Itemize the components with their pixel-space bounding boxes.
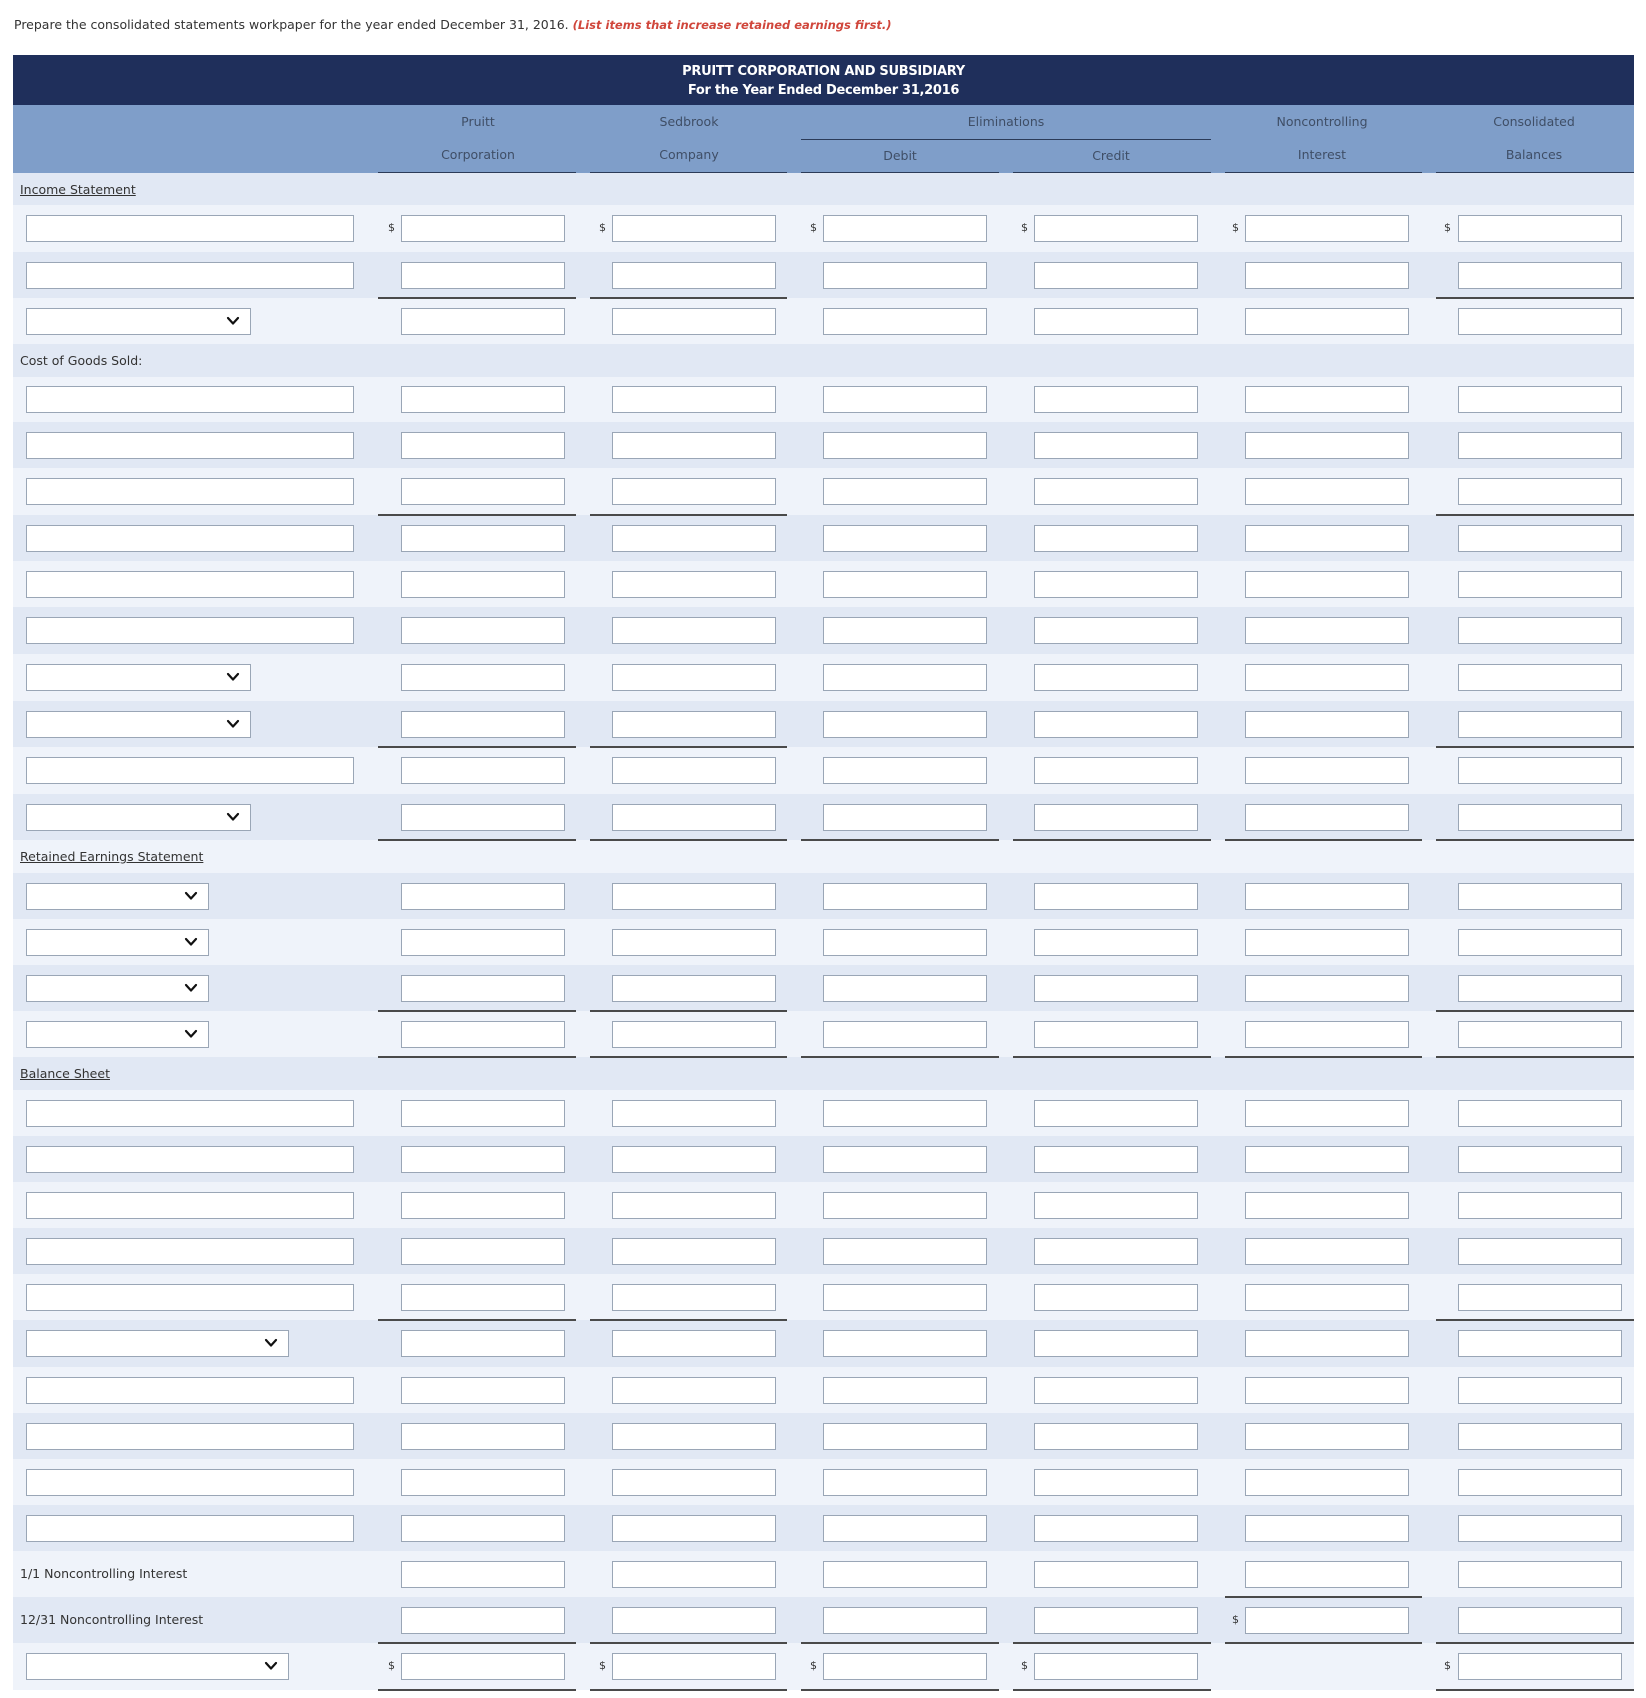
pruitt-amount-input[interactable]	[401, 1100, 565, 1127]
sedbrook-amount-input[interactable]	[612, 1561, 776, 1588]
pruitt-amount-input[interactable]	[401, 711, 565, 738]
instructions	[14, 17, 892, 32]
total-underline	[378, 297, 576, 299]
currency-symbol: $	[388, 221, 395, 234]
total-underline	[590, 1319, 787, 1321]
debit-amount-input[interactable]	[823, 1469, 987, 1496]
sedbrook-amount-input[interactable]	[612, 1607, 776, 1634]
pruitt-amount-input[interactable]	[401, 883, 565, 910]
nci-amount-input[interactable]	[1245, 478, 1409, 505]
nci-amount-input[interactable]	[1245, 1607, 1409, 1634]
total-underline	[378, 1056, 576, 1058]
pruitt-amount-input[interactable]	[401, 1330, 565, 1357]
total-underline	[1436, 297, 1634, 299]
credit-amount-input[interactable]	[1034, 1284, 1198, 1311]
chevron-down-icon	[183, 980, 199, 996]
currency-symbol: $	[810, 221, 817, 234]
currency-symbol: $	[388, 1659, 395, 1672]
col-sedbrook-line2: Company	[659, 147, 719, 162]
credit-amount-input[interactable]	[1034, 1021, 1198, 1048]
debit-amount-input[interactable]	[823, 571, 987, 598]
pruitt-amount-input[interactable]	[401, 1469, 565, 1496]
total-underline	[801, 839, 999, 841]
total-underline	[1436, 1056, 1634, 1058]
total-underline	[378, 1010, 576, 1012]
total-underline	[1436, 1010, 1634, 1012]
consolidated-amount-input[interactable]	[1458, 1469, 1622, 1496]
debit-amount-input[interactable]	[823, 617, 987, 644]
consolidated-amount-input[interactable]	[1458, 1100, 1622, 1127]
account-name-input[interactable]	[26, 215, 354, 242]
consolidated-amount-input[interactable]	[1458, 1607, 1622, 1634]
consolidated-amount-input[interactable]	[1458, 308, 1622, 335]
consolidated-amount-input[interactable]	[1458, 262, 1622, 289]
nci-amount-input[interactable]	[1245, 929, 1409, 956]
debit-amount-input[interactable]	[823, 1377, 987, 1404]
account-name-input[interactable]	[26, 1238, 354, 1265]
consolidated-amount-input[interactable]	[1458, 1653, 1622, 1680]
debit-amount-input[interactable]	[823, 525, 987, 552]
pruitt-amount-input[interactable]	[401, 1192, 565, 1219]
consolidated-amount-input[interactable]	[1458, 1423, 1622, 1450]
currency-symbol: $	[599, 1659, 606, 1672]
chevron-down-icon	[225, 669, 241, 685]
credit-amount-input[interactable]	[1034, 215, 1198, 242]
sedbrook-amount-input[interactable]	[612, 1284, 776, 1311]
total-underline	[1436, 839, 1634, 841]
account-name-input[interactable]	[26, 571, 354, 598]
account-name-input[interactable]	[26, 262, 354, 289]
nci-amount-input[interactable]	[1245, 525, 1409, 552]
account-name-input[interactable]	[26, 1146, 354, 1173]
total-underline	[378, 1642, 576, 1644]
consolidated-amount-input[interactable]	[1458, 617, 1622, 644]
pruitt-amount-input[interactable]	[401, 1377, 565, 1404]
account-name-input[interactable]	[26, 432, 354, 459]
consolidated-amount-input[interactable]	[1458, 1377, 1622, 1404]
account-name-input[interactable]	[26, 478, 354, 505]
debit-amount-input[interactable]	[823, 711, 987, 738]
nci-amount-input[interactable]	[1245, 1330, 1409, 1357]
debit-amount-input[interactable]	[823, 1561, 987, 1588]
nci-amount-input[interactable]	[1245, 617, 1409, 644]
sedbrook-amount-input[interactable]	[612, 1515, 776, 1542]
sedbrook-amount-input[interactable]	[612, 1192, 776, 1219]
total-underline	[1225, 839, 1422, 841]
total-underline	[1013, 1056, 1211, 1058]
consolidated-amount-input[interactable]	[1458, 1146, 1622, 1173]
pruitt-amount-input[interactable]	[401, 1238, 565, 1265]
sedbrook-amount-input[interactable]	[612, 929, 776, 956]
currency-symbol: $	[1232, 221, 1239, 234]
debit-amount-input[interactable]	[823, 1423, 987, 1450]
col-sedbrook-line1: Sedbrook	[659, 114, 719, 129]
period-subtitle: For the Year Ended December 31,2016	[687, 83, 960, 98]
sedbrook-amount-input[interactable]	[612, 571, 776, 598]
sedbrook-amount-input[interactable]	[612, 1653, 776, 1680]
consolidated-amount-input[interactable]	[1458, 215, 1622, 242]
consolidated-amount-input[interactable]	[1458, 804, 1622, 831]
total-underline	[1436, 1319, 1634, 1321]
credit-amount-input[interactable]	[1034, 1469, 1198, 1496]
pruitt-amount-input[interactable]	[401, 1284, 565, 1311]
consolidated-amount-input[interactable]	[1458, 1284, 1622, 1311]
nci-amount-input[interactable]	[1245, 571, 1409, 598]
nci-amount-input[interactable]	[1245, 757, 1409, 784]
total-underline	[1436, 1689, 1634, 1691]
total-underline	[590, 839, 787, 841]
chevron-down-icon	[225, 313, 241, 329]
consolidated-amount-input[interactable]	[1458, 664, 1622, 691]
pruitt-amount-input[interactable]	[401, 1607, 565, 1634]
debit-amount-input[interactable]	[823, 262, 987, 289]
col-nci-line2: Interest	[1297, 147, 1347, 162]
consolidated-amount-input[interactable]	[1458, 1238, 1622, 1265]
col-nci-line1: Noncontrolling	[1276, 114, 1368, 129]
total-underline	[1436, 514, 1634, 516]
account-select[interactable]	[26, 883, 209, 910]
col-pruitt-line1: Pruitt	[461, 114, 495, 129]
credit-amount-input[interactable]	[1034, 1330, 1198, 1357]
account-select[interactable]	[26, 804, 251, 831]
pruitt-amount-input[interactable]	[401, 617, 565, 644]
sedbrook-amount-input[interactable]	[612, 883, 776, 910]
sedbrook-amount-input[interactable]	[612, 1146, 776, 1173]
debit-amount-input[interactable]	[823, 1330, 987, 1357]
nci-amount-input[interactable]	[1245, 308, 1409, 335]
account-name-input[interactable]	[26, 386, 354, 413]
nci-amount-input[interactable]	[1245, 804, 1409, 831]
sedbrook-amount-input[interactable]	[612, 975, 776, 1002]
nci-amount-input[interactable]	[1245, 1377, 1409, 1404]
pruitt-amount-input[interactable]	[401, 308, 565, 335]
nci-ending-label: 12/31 Noncontrolling Interest	[20, 1612, 204, 1627]
col-pruitt-line2: Corporation	[441, 147, 515, 162]
consolidated-amount-input[interactable]	[1458, 1021, 1622, 1048]
pruitt-amount-input[interactable]	[401, 1423, 565, 1450]
credit-amount-input[interactable]	[1034, 1653, 1198, 1680]
pruitt-amount-input[interactable]	[401, 757, 565, 784]
sedbrook-amount-input[interactable]	[612, 1423, 776, 1450]
total-underline	[590, 514, 787, 516]
nci-amount-input[interactable]	[1245, 386, 1409, 413]
debit-amount-input[interactable]	[823, 975, 987, 1002]
chevron-down-icon	[225, 809, 241, 825]
sedbrook-amount-input[interactable]	[612, 386, 776, 413]
instructions-hint: (List items that increase retained earnings first.)	[572, 18, 892, 32]
sedbrook-amount-input[interactable]	[612, 757, 776, 784]
nci-amount-input[interactable]	[1245, 1021, 1409, 1048]
credit-amount-input[interactable]	[1034, 1561, 1198, 1588]
nci-amount-input[interactable]	[1245, 1100, 1409, 1127]
sedbrook-amount-input[interactable]	[612, 1100, 776, 1127]
pruitt-amount-input[interactable]	[401, 1515, 565, 1542]
consolidated-amount-input[interactable]	[1458, 883, 1622, 910]
nci-amount-input[interactable]	[1245, 262, 1409, 289]
currency-symbol: $	[1021, 221, 1028, 234]
pruitt-amount-input[interactable]	[401, 929, 565, 956]
account-name-input[interactable]	[26, 1515, 354, 1542]
total-underline	[590, 1642, 787, 1644]
nci-amount-input[interactable]	[1245, 1423, 1409, 1450]
chevron-down-icon	[183, 888, 199, 904]
account-name-input[interactable]	[26, 1377, 354, 1404]
total-underline	[378, 746, 576, 748]
pruitt-amount-input[interactable]	[401, 215, 565, 242]
col-credit: Credit	[1092, 148, 1130, 163]
debit-amount-input[interactable]	[823, 432, 987, 459]
nci-amount-input[interactable]	[1245, 1146, 1409, 1173]
debit-amount-input[interactable]	[823, 1021, 987, 1048]
nci-amount-input[interactable]	[1245, 432, 1409, 459]
credit-amount-input[interactable]	[1034, 711, 1198, 738]
pruitt-amount-input[interactable]	[401, 525, 565, 552]
pruitt-amount-input[interactable]	[401, 804, 565, 831]
sedbrook-amount-input[interactable]	[612, 478, 776, 505]
chevron-down-icon	[183, 1026, 199, 1042]
pruitt-amount-input[interactable]	[401, 975, 565, 1002]
credit-amount-input[interactable]	[1034, 478, 1198, 505]
sedbrook-amount-input[interactable]	[612, 262, 776, 289]
nci-amount-input[interactable]	[1245, 1469, 1409, 1496]
credit-amount-input[interactable]	[1034, 1238, 1198, 1265]
credit-amount-input[interactable]	[1034, 432, 1198, 459]
sedbrook-amount-input[interactable]	[612, 1330, 776, 1357]
consolidated-amount-input[interactable]	[1458, 432, 1622, 459]
credit-amount-input[interactable]	[1034, 617, 1198, 644]
total-underline	[1013, 839, 1211, 841]
credit-amount-input[interactable]	[1034, 1607, 1198, 1634]
consolidated-amount-input[interactable]	[1458, 1561, 1622, 1588]
credit-amount-input[interactable]	[1034, 262, 1198, 289]
chevron-down-icon	[183, 934, 199, 950]
pruitt-amount-input[interactable]	[401, 1561, 565, 1588]
sedbrook-amount-input[interactable]	[612, 215, 776, 242]
credit-amount-input[interactable]	[1034, 571, 1198, 598]
debit-amount-input[interactable]	[823, 757, 987, 784]
sedbrook-amount-input[interactable]	[612, 1469, 776, 1496]
total-underline	[1225, 1056, 1422, 1058]
sedbrook-amount-input[interactable]	[612, 1021, 776, 1048]
col-consolidated-line1: Consolidated	[1493, 114, 1575, 129]
total-underline	[590, 1010, 787, 1012]
sedbrook-amount-input[interactable]	[612, 432, 776, 459]
debit-amount-input[interactable]	[823, 386, 987, 413]
total-underline	[1225, 1596, 1422, 1598]
credit-amount-input[interactable]	[1034, 525, 1198, 552]
consolidated-amount-input[interactable]	[1458, 929, 1622, 956]
debit-amount-input[interactable]	[823, 1192, 987, 1219]
total-underline	[590, 746, 787, 748]
credit-amount-input[interactable]	[1034, 664, 1198, 691]
total-underline	[1013, 1642, 1211, 1644]
consolidated-amount-input[interactable]	[1458, 478, 1622, 505]
debit-amount-input[interactable]	[823, 478, 987, 505]
debit-amount-input[interactable]	[823, 1653, 987, 1680]
col-consolidated-line2: Balances	[1505, 147, 1563, 162]
account-select[interactable]	[26, 1330, 289, 1357]
total-underline	[1225, 1642, 1422, 1644]
total-underline	[801, 1689, 999, 1691]
total-underline	[378, 1319, 576, 1321]
pruitt-amount-input[interactable]	[401, 664, 565, 691]
table-row	[13, 1057, 1634, 1090]
total-underline	[590, 297, 787, 299]
debit-amount-input[interactable]	[823, 215, 987, 242]
total-underline	[1436, 746, 1634, 748]
credit-amount-input[interactable]	[1034, 883, 1198, 910]
sedbrook-amount-input[interactable]	[612, 525, 776, 552]
account-name-input[interactable]	[26, 1100, 354, 1127]
account-select[interactable]	[26, 1653, 289, 1680]
credit-amount-input[interactable]	[1034, 975, 1198, 1002]
eliminations-underline	[801, 139, 1211, 140]
table-row	[13, 344, 1634, 377]
account-name-input[interactable]	[26, 1192, 354, 1219]
account-name-input[interactable]	[26, 1284, 354, 1311]
debit-amount-input[interactable]	[823, 1238, 987, 1265]
credit-amount-input[interactable]	[1034, 1377, 1198, 1404]
chevron-down-icon	[263, 1335, 279, 1351]
currency-symbol: $	[1021, 1659, 1028, 1672]
section-balance-sheet: Balance Sheet	[20, 1066, 110, 1081]
section-retained-earnings: Retained Earnings Statement	[20, 849, 204, 864]
account-name-input[interactable]	[26, 525, 354, 552]
account-select[interactable]	[26, 711, 251, 738]
sedbrook-amount-input[interactable]	[612, 1377, 776, 1404]
currency-symbol: $	[1232, 1613, 1239, 1626]
credit-amount-input[interactable]	[1034, 308, 1198, 335]
total-underline	[801, 1642, 999, 1644]
currency-symbol: $	[1444, 221, 1451, 234]
credit-amount-input[interactable]	[1034, 1515, 1198, 1542]
consolidated-amount-input[interactable]	[1458, 386, 1622, 413]
pruitt-amount-input[interactable]	[401, 432, 565, 459]
total-underline	[590, 1689, 787, 1691]
credit-amount-input[interactable]	[1034, 929, 1198, 956]
pruitt-amount-input[interactable]	[401, 571, 565, 598]
col-eliminations: Eliminations	[967, 114, 1045, 129]
sedbrook-amount-input[interactable]	[612, 804, 776, 831]
account-select[interactable]	[26, 308, 251, 335]
company-title: PRUITT CORPORATION AND SUBSIDIARY	[682, 64, 965, 79]
total-underline	[801, 1056, 999, 1058]
sedbrook-amount-input[interactable]	[612, 308, 776, 335]
chevron-down-icon	[263, 1658, 279, 1674]
pruitt-amount-input[interactable]	[401, 1146, 565, 1173]
table-row	[13, 840, 1634, 873]
account-select[interactable]	[26, 664, 251, 691]
debit-amount-input[interactable]	[823, 804, 987, 831]
account-name-input[interactable]	[26, 617, 354, 644]
nci-amount-input[interactable]	[1245, 215, 1409, 242]
table-row	[13, 173, 1634, 205]
nci-amount-input[interactable]	[1245, 1284, 1409, 1311]
nci-amount-input[interactable]	[1245, 711, 1409, 738]
debit-amount-input[interactable]	[823, 883, 987, 910]
section-income-statement: Income Statement	[20, 182, 136, 197]
credit-amount-input[interactable]	[1034, 1192, 1198, 1219]
credit-amount-input[interactable]	[1034, 804, 1198, 831]
account-name-input[interactable]	[26, 757, 354, 784]
total-underline	[590, 1056, 787, 1058]
nci-beginning-label: 1/1 Noncontrolling Interest	[20, 1566, 188, 1581]
consolidated-amount-input[interactable]	[1458, 1192, 1622, 1219]
debit-amount-input[interactable]	[823, 1284, 987, 1311]
sedbrook-amount-input[interactable]	[612, 711, 776, 738]
consolidated-amount-input[interactable]	[1458, 975, 1622, 1002]
debit-amount-input[interactable]	[823, 1146, 987, 1173]
total-underline	[1436, 1642, 1634, 1644]
account-select[interactable]	[26, 975, 209, 1002]
debit-amount-input[interactable]	[823, 1607, 987, 1634]
consolidated-amount-input[interactable]	[1458, 1330, 1622, 1357]
total-underline	[1013, 1689, 1211, 1691]
nci-amount-input[interactable]	[1245, 883, 1409, 910]
debit-amount-input[interactable]	[823, 308, 987, 335]
sedbrook-amount-input[interactable]	[612, 664, 776, 691]
pruitt-amount-input[interactable]	[401, 1021, 565, 1048]
consolidated-amount-input[interactable]	[1458, 757, 1622, 784]
sedbrook-amount-input[interactable]	[612, 617, 776, 644]
nci-amount-input[interactable]	[1245, 1238, 1409, 1265]
currency-symbol: $	[599, 221, 606, 234]
nci-amount-input[interactable]	[1245, 1561, 1409, 1588]
account-select[interactable]	[26, 1021, 209, 1048]
consolidated-amount-input[interactable]	[1458, 525, 1622, 552]
nci-amount-input[interactable]	[1245, 975, 1409, 1002]
total-underline	[378, 514, 576, 516]
debit-amount-input[interactable]	[823, 929, 987, 956]
currency-symbol: $	[1444, 1659, 1451, 1672]
credit-amount-input[interactable]	[1034, 1146, 1198, 1173]
col-debit: Debit	[883, 148, 917, 163]
credit-amount-input[interactable]	[1034, 1100, 1198, 1127]
pruitt-amount-input[interactable]	[401, 478, 565, 505]
currency-symbol: $	[810, 1659, 817, 1672]
worksheet-title-band	[13, 55, 1634, 105]
pruitt-amount-input[interactable]	[401, 262, 565, 289]
section-cogs: Cost of Goods Sold:	[20, 353, 143, 368]
nci-amount-input[interactable]	[1245, 1192, 1409, 1219]
account-name-input[interactable]	[26, 1423, 354, 1450]
account-name-input[interactable]	[26, 1469, 354, 1496]
total-underline	[378, 1689, 576, 1691]
debit-amount-input[interactable]	[823, 664, 987, 691]
consolidated-amount-input[interactable]	[1458, 1515, 1622, 1542]
credit-amount-input[interactable]	[1034, 386, 1198, 413]
account-select[interactable]	[26, 929, 209, 956]
pruitt-amount-input[interactable]	[401, 386, 565, 413]
sedbrook-amount-input[interactable]	[612, 1238, 776, 1265]
debit-amount-input[interactable]	[823, 1515, 987, 1542]
consolidated-amount-input[interactable]	[1458, 711, 1622, 738]
nci-amount-input[interactable]	[1245, 1515, 1409, 1542]
credit-amount-input[interactable]	[1034, 1423, 1198, 1450]
pruitt-amount-input[interactable]	[401, 1653, 565, 1680]
credit-amount-input[interactable]	[1034, 757, 1198, 784]
instructions-text: Prepare the consolidated statements workpaper for the year ended December 31, 2016.	[14, 17, 569, 32]
chevron-down-icon	[225, 716, 241, 732]
debit-amount-input[interactable]	[823, 1100, 987, 1127]
total-underline	[378, 839, 576, 841]
nci-amount-input[interactable]	[1245, 664, 1409, 691]
consolidated-amount-input[interactable]	[1458, 571, 1622, 598]
